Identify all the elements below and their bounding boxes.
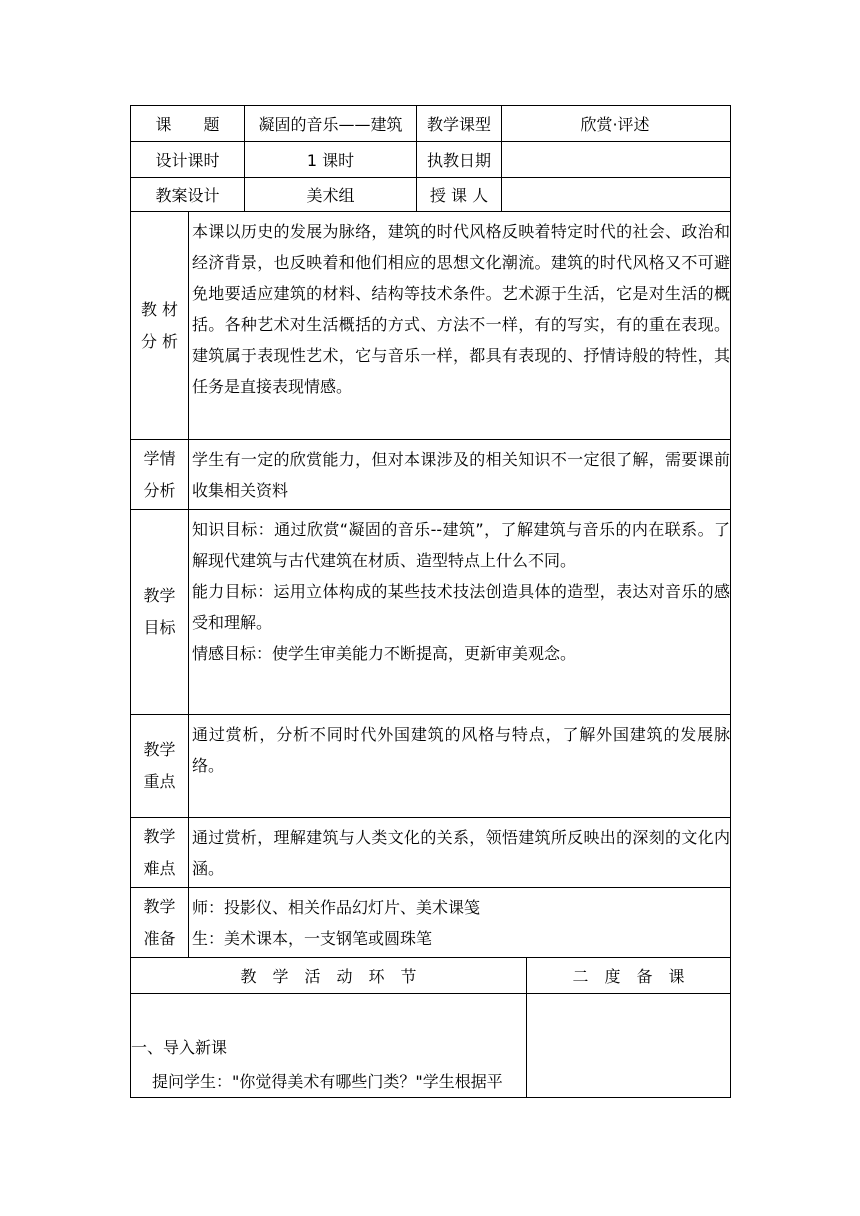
teaching-goals-label [131, 510, 188, 714]
row-divider [130, 817, 731, 818]
prep-label-line2: 准备 [143, 928, 176, 948]
student-label-line1: 学情 [143, 448, 176, 468]
material-label-line1: 教 材 [140, 299, 179, 319]
teacher-label: 授 课 人 [429, 186, 489, 205]
teaching-focus-text: 通过赏析，分析不同时代外国建筑的风格与特点，了解外国建筑的发展脉络。 [192, 725, 730, 775]
row-divider [130, 211, 731, 212]
teaching-difficulty-text: 通过赏析，理解建筑与人类文化的关系，领悟建筑所反映出的深刻的文化内涵。 [192, 828, 730, 878]
table-border-bottom [130, 1097, 731, 1098]
teaching-prep-label [131, 888, 188, 957]
material-label-line2: 分 析 [140, 331, 179, 351]
column-divider [501, 105, 502, 212]
goals-label-line2: 目标 [143, 618, 176, 637]
row-divider [130, 177, 731, 178]
goals-label-line1: 教学 [143, 586, 176, 605]
activity-step-1-title: 一、导入新课 [131, 1038, 228, 1057]
teacher-value [502, 178, 728, 211]
material-analysis-text: 本课以历史的发展为脉络，建筑的时代风格反映着特定时代的社会、政治和经济背景，也反映着和他们相应的思想文化潮流。建筑的时代风格又不可避免地要适应建筑的材料、结构等技术条件。艺术源于生活，它是对生活的概括。各种艺术对生活概括的方式、方法不一样，有的写实，有的重在表现。建筑属于表现性艺术，它与音乐一样，都具有表现的、抒情诗般的特性，其任务是直接表现情感。 [192, 222, 730, 396]
teaching-difficulty-label [131, 818, 188, 887]
activity-steps-header: 教 学 活 动 环 节 [240, 967, 417, 986]
table-border-top [130, 105, 731, 106]
date-value [502, 142, 728, 177]
teaching-focus-label [131, 715, 188, 817]
row-divider [130, 714, 731, 715]
hours-value: 1 课时 [306, 151, 355, 170]
lesson-type-label: 教学课型 [426, 115, 491, 134]
second-prep-header: 二 度 备 课 [572, 967, 685, 986]
row-divider [130, 887, 731, 888]
emotion-goal: 情感目标：使学生审美能力不断提高，更新审美观念。 [192, 644, 577, 663]
student-analysis-text: 学生有一定的欣赏能力，但对本课涉及的相关知识不一定很了解，需要课前收集相关资料 [192, 450, 730, 500]
row-divider [130, 141, 731, 142]
topic-value: 凝固的音乐——建筑 [258, 115, 403, 134]
row-divider [130, 509, 731, 510]
material-analysis-label [131, 212, 188, 439]
prep-label-line1: 教学 [143, 896, 176, 916]
focus-label-line1: 教学 [143, 740, 176, 759]
design-value: 美术组 [306, 186, 355, 205]
column-divider [416, 105, 417, 212]
design-label: 教案设计 [155, 186, 220, 205]
table-border-left [130, 105, 131, 1098]
ability-goal: 能力目标：运用立体构成的某些技术技法创造具体的造型，表达对音乐的感受和理解。 [192, 582, 730, 632]
activity-column-divider [526, 957, 527, 1098]
difficulty-label-line2: 难点 [143, 858, 176, 878]
date-label: 执教日期 [426, 151, 491, 170]
row-divider [130, 957, 731, 958]
column-divider [244, 105, 245, 212]
row-divider [130, 439, 731, 440]
teaching-prep-text [189, 888, 730, 957]
knowledge-goal: 知识目标：通过欣赏“凝固的音乐--建筑”，了解建筑与音乐的内在联系。了解现代建筑与古代建筑在材质、造型特点上什么不同。 [192, 520, 730, 570]
activity-step-1-text: 提问学生："你觉得美术有哪些门类？"学生根据平 [152, 1072, 503, 1091]
label-column-divider [188, 211, 189, 958]
focus-label-line2: 重点 [143, 772, 176, 791]
difficulty-label-line1: 教学 [143, 826, 176, 846]
lesson-type-value: 欣赏·评述 [580, 115, 650, 134]
teacher-prep: 师：投影仪、相关作品幻灯片、美术课笺 [192, 898, 481, 917]
hours-label: 设计课时 [155, 151, 220, 170]
student-label-line2: 分析 [143, 480, 176, 500]
student-analysis-label [131, 440, 188, 509]
row-divider [130, 993, 731, 994]
teaching-goals-text [189, 510, 730, 714]
topic-label: 课 题 [155, 115, 220, 134]
table-border-right [730, 105, 731, 1098]
student-prep: 生：美术课本，一支钢笔或圆珠笔 [192, 929, 433, 948]
